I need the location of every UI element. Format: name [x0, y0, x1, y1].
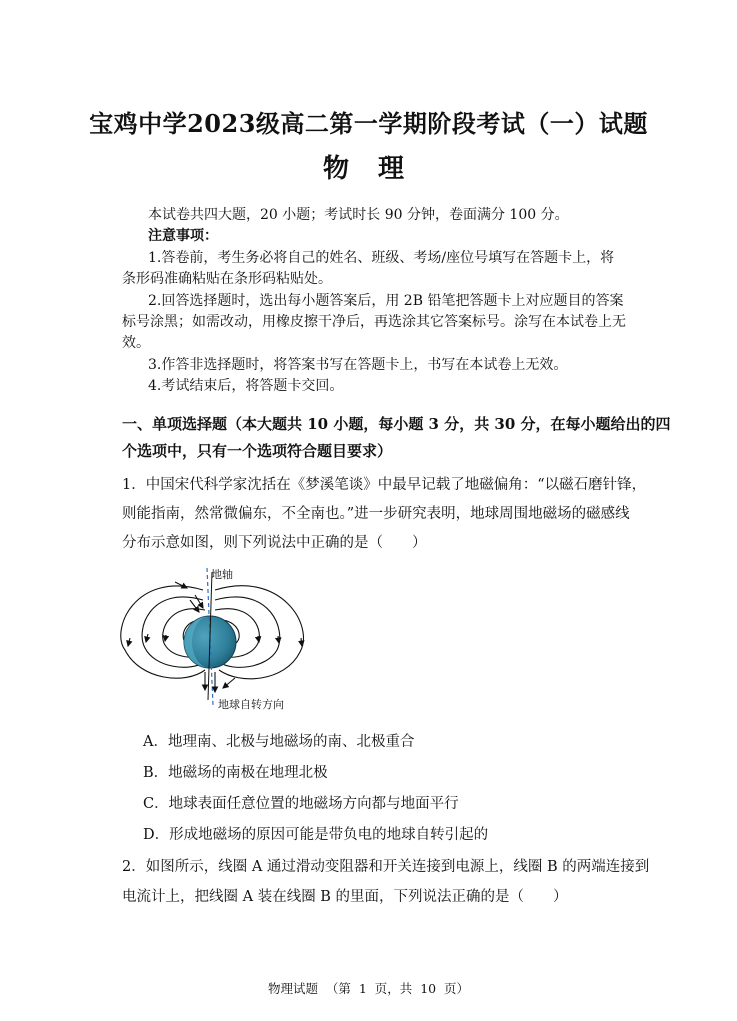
- question-2-line-2: 电流计上，把线圈 A 装在线圈 B 的里面，下列说法正确的是（ ）: [122, 889, 568, 905]
- rotation-arrow: [223, 678, 235, 688]
- rotation-direction-label: 地球自转方向: [218, 698, 284, 711]
- exam-title: 宝鸡中学2023级高二第一学期阶段考试（一）试题: [89, 109, 648, 138]
- option-b: B．地磁场的南极在地理北极: [143, 765, 328, 781]
- option-c: C．地球表面任意位置的地磁场方向都与地面平行: [143, 796, 459, 812]
- earth-axis-label: 地轴: [211, 568, 233, 581]
- subject-title: 物 理: [322, 154, 415, 184]
- instruction-item-2-line-2: 标号涂黑；如需改动，用橡皮擦干净后，再选涂其它答案标号。涂写在本试卷上无: [122, 314, 626, 330]
- instruction-item-2-line-3: 效。: [122, 335, 150, 351]
- section-heading-line-1: 一、单项选择题（本大题共 10 小题，每小题 3 分，共 30 分，在每小题给出的四: [122, 415, 671, 433]
- page-footer: 物理试题 （第 1 页，共 10 页）: [267, 981, 470, 996]
- question-1-line-3: 分布示意如图，则下列说法中正确的是（ ）: [122, 535, 427, 551]
- instruction-item-1-line-1: 1.答卷前，考生务必将自己的姓名、班级、考场/座位号填写在答题卡上，将: [148, 250, 615, 266]
- instructions-intro: 本试卷共四大题，20 小题；考试时长 90 分钟，卷面满分 100 分。: [148, 207, 569, 223]
- instruction-item-4: 4.考试结束后，将答题卡交回。: [148, 378, 344, 394]
- question-1-line-2: 则能指南，然常微偏东，不全南也。”进一步研究表明，地球周围地磁场的磁感线: [122, 506, 630, 522]
- section-heading-line-2: 个选项中，只有一个选项符合题目要求）: [122, 442, 393, 460]
- instruction-item-3: 3.作答非选择题时，将答案书写在答题卡上，书写在本试卷上无效。: [148, 357, 568, 373]
- earth-magnetic-field-figure: [115, 560, 325, 720]
- instruction-item-1-line-2: 条形码准确粘贴在条形码粘贴处。: [122, 271, 332, 287]
- option-a: A．地理南、北极与地磁场的南、北极重合: [143, 734, 415, 750]
- question-1-line-1: 1．中国宋代科学家沈括在《梦溪笔谈》中最早记载了地磁偏角：“以磁石磨针锋，: [122, 477, 647, 493]
- option-d: D．形成地磁场的原因可能是带负电的地球自转引起的: [143, 827, 489, 843]
- question-2-line-1: 2．如图所示，线圈 A 通过滑动变阻器和开关连接到电源上，线圈 B 的两端连接到: [122, 859, 650, 875]
- notice-label: 注意事项：: [148, 228, 218, 244]
- instruction-item-2-line-1: 2.回答选择题时，选出每小题答案后，用 2B 铅笔把答题卡上对应题目的答案: [148, 293, 624, 309]
